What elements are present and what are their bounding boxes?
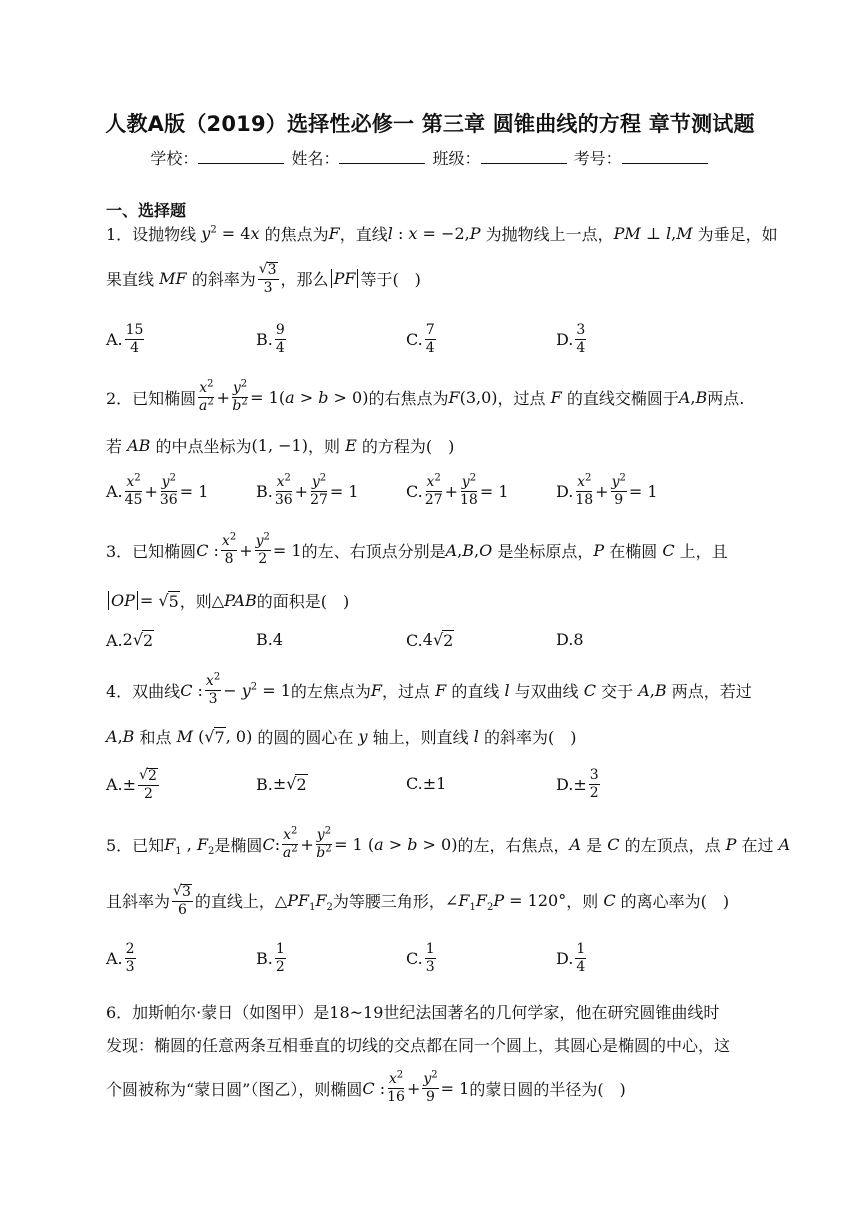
- q1-option-b[interactable]: B. $\frac{9}{4}$: [256, 322, 285, 356]
- q3-option-d[interactable]: D.8: [556, 630, 584, 649]
- student-info-line: [0, 146, 860, 169]
- q6-line1: 6．加斯帕尔·蒙日（如图甲）是18~19世纪法国著名的几何学家，他在研究圆锥曲线时: [106, 1003, 720, 1022]
- q1-parabola-eq: $y^2 = 4x$: [201, 224, 260, 243]
- q3-option-a[interactable]: A. 2√ 2: [106, 630, 154, 650]
- q1-option-a[interactable]: A. $\frac{15}{4}$: [106, 322, 144, 356]
- name-label: 姓名：: [291, 149, 340, 168]
- q2-line1: 2．已知椭圆 $\frac{x^2}{a^2}$ + $\frac{y^2}{b^2}$ = 1(a > b > 0) 的右焦点为 F(3,0) ，过点 F 的直线交椭圆于 A , B 两点.: [106, 378, 745, 414]
- q6-line3: 个圆被称为“蒙日圆”（图乙），则椭圆 C : $\frac{x^2}{16}$ + $\frac{y^2}{9}$ = 1 的蒙日圆的半径为( ): [106, 1069, 626, 1105]
- school-label: 学校：: [150, 149, 199, 168]
- q4-option-b[interactable]: B. ±√ 2: [256, 774, 307, 794]
- q1-option-c[interactable]: C. $\frac{7}{4}$: [406, 322, 435, 356]
- q5-option-a[interactable]: A. $\frac{2}{3}$: [106, 941, 135, 975]
- q5-line1: 5．已知 $F_1$ , $F_2$ 是椭圆 C: $\frac{x^2}{a^2}$ + $\frac{y^2}{b^2}$ = 1 (a > b > 0) 的左，右焦点， A 是 C 的左顶点，点 P 在过 A: [106, 825, 791, 861]
- q2-option-a[interactable]: A. $\frac{x^2}{45}$ + $\frac{y^2}{36}$ = 1: [106, 472, 209, 508]
- q5-option-d[interactable]: D. $\frac{1}{4}$: [556, 941, 586, 975]
- q4-option-c[interactable]: C. ±1: [406, 774, 447, 793]
- q1-line2: 果直线 MF 的斜率为 √ 3 3 ，那么 PF 等于( ): [106, 261, 421, 296]
- q4-option-a[interactable]: A. ± √ 2 2: [106, 767, 157, 802]
- school-blank[interactable]: [198, 149, 284, 164]
- q2-option-c[interactable]: C. $\frac{x^2}{27}$ + $\frac{y^2}{18}$ = 1: [406, 472, 509, 508]
- q6-line2: 发现：椭圆的任意两条互相垂直的切线的交点都在同一个圆上，其圆心是椭圆的中心，这: [106, 1036, 731, 1055]
- q5-option-b[interactable]: B. $\frac{1}{2}$: [256, 941, 285, 975]
- class-blank[interactable]: [481, 149, 567, 164]
- q4-option-d[interactable]: D. ± $\frac{3}{2}$: [556, 767, 599, 801]
- q3-option-c[interactable]: C. 4√ 2: [406, 630, 454, 650]
- exam-number-label: 考号：: [573, 149, 622, 168]
- document-title: 人教A版（2019）选择性必修一 第三章 圆锥曲线的方程 章节测试题: [105, 112, 755, 136]
- q5-option-c[interactable]: C. $\frac{1}{3}$: [406, 941, 435, 975]
- q3-line2: OP = √ 5 ，则 △PAB 的面积是( ): [106, 589, 349, 612]
- q2-option-b[interactable]: B. $\frac{x^2}{36}$ + $\frac{y^2}{27}$ = 1: [256, 472, 359, 508]
- q3-line1: 3．已知椭圆 C : $\frac{x^2}{8}$ + $\frac{y^2}{2}$ = 1 的左、右顶点分别是 A , B , O 是坐标原点， P 在椭圆 C 上，且: [106, 531, 728, 567]
- class-label: 班级：: [432, 149, 481, 168]
- exam-number-blank[interactable]: [622, 149, 708, 164]
- q1-option-d[interactable]: D. $\frac{3}{4}$: [556, 322, 586, 356]
- q5-line2: 且斜率为 √ 3 6 的直线上， $\triangle PF_1F_2$ 为等腰三角形， $\angle F_1F_2P = 120^\circ$ ，则 C 的离心率为( ): [106, 883, 730, 918]
- q4-line1: 4．双曲线 C : $\frac{x^2}{3}$ − $y^2 = 1$ 的左焦点为 F ，过点 F 的直线 l 与双曲线 C 交于 A , B 两点，若过: [106, 671, 752, 707]
- q1-line1: 1．设抛物线 $y^2 = 4x$ 的焦点为 F ，直线 l : x = −2 , P 为抛物线上一点， PM ⊥ l , M 为垂足，如: [106, 224, 778, 244]
- name-blank[interactable]: [339, 149, 425, 164]
- q3-option-b[interactable]: B.4: [256, 630, 284, 649]
- q2-option-d[interactable]: D. $\frac{x^2}{18}$ + $\frac{y^2}{9}$ = 1: [556, 472, 658, 508]
- section-heading: 一、选择题: [106, 201, 187, 220]
- q4-line2: A , B 和点 M (√ 7 , 0) 的圆的圆心在 y 轴上，则直线 l 的斜率为( ): [106, 726, 577, 747]
- q2-line2: 若 AB 的中点坐标为 (1, −1) ，则 E 的方程为( ): [106, 436, 455, 456]
